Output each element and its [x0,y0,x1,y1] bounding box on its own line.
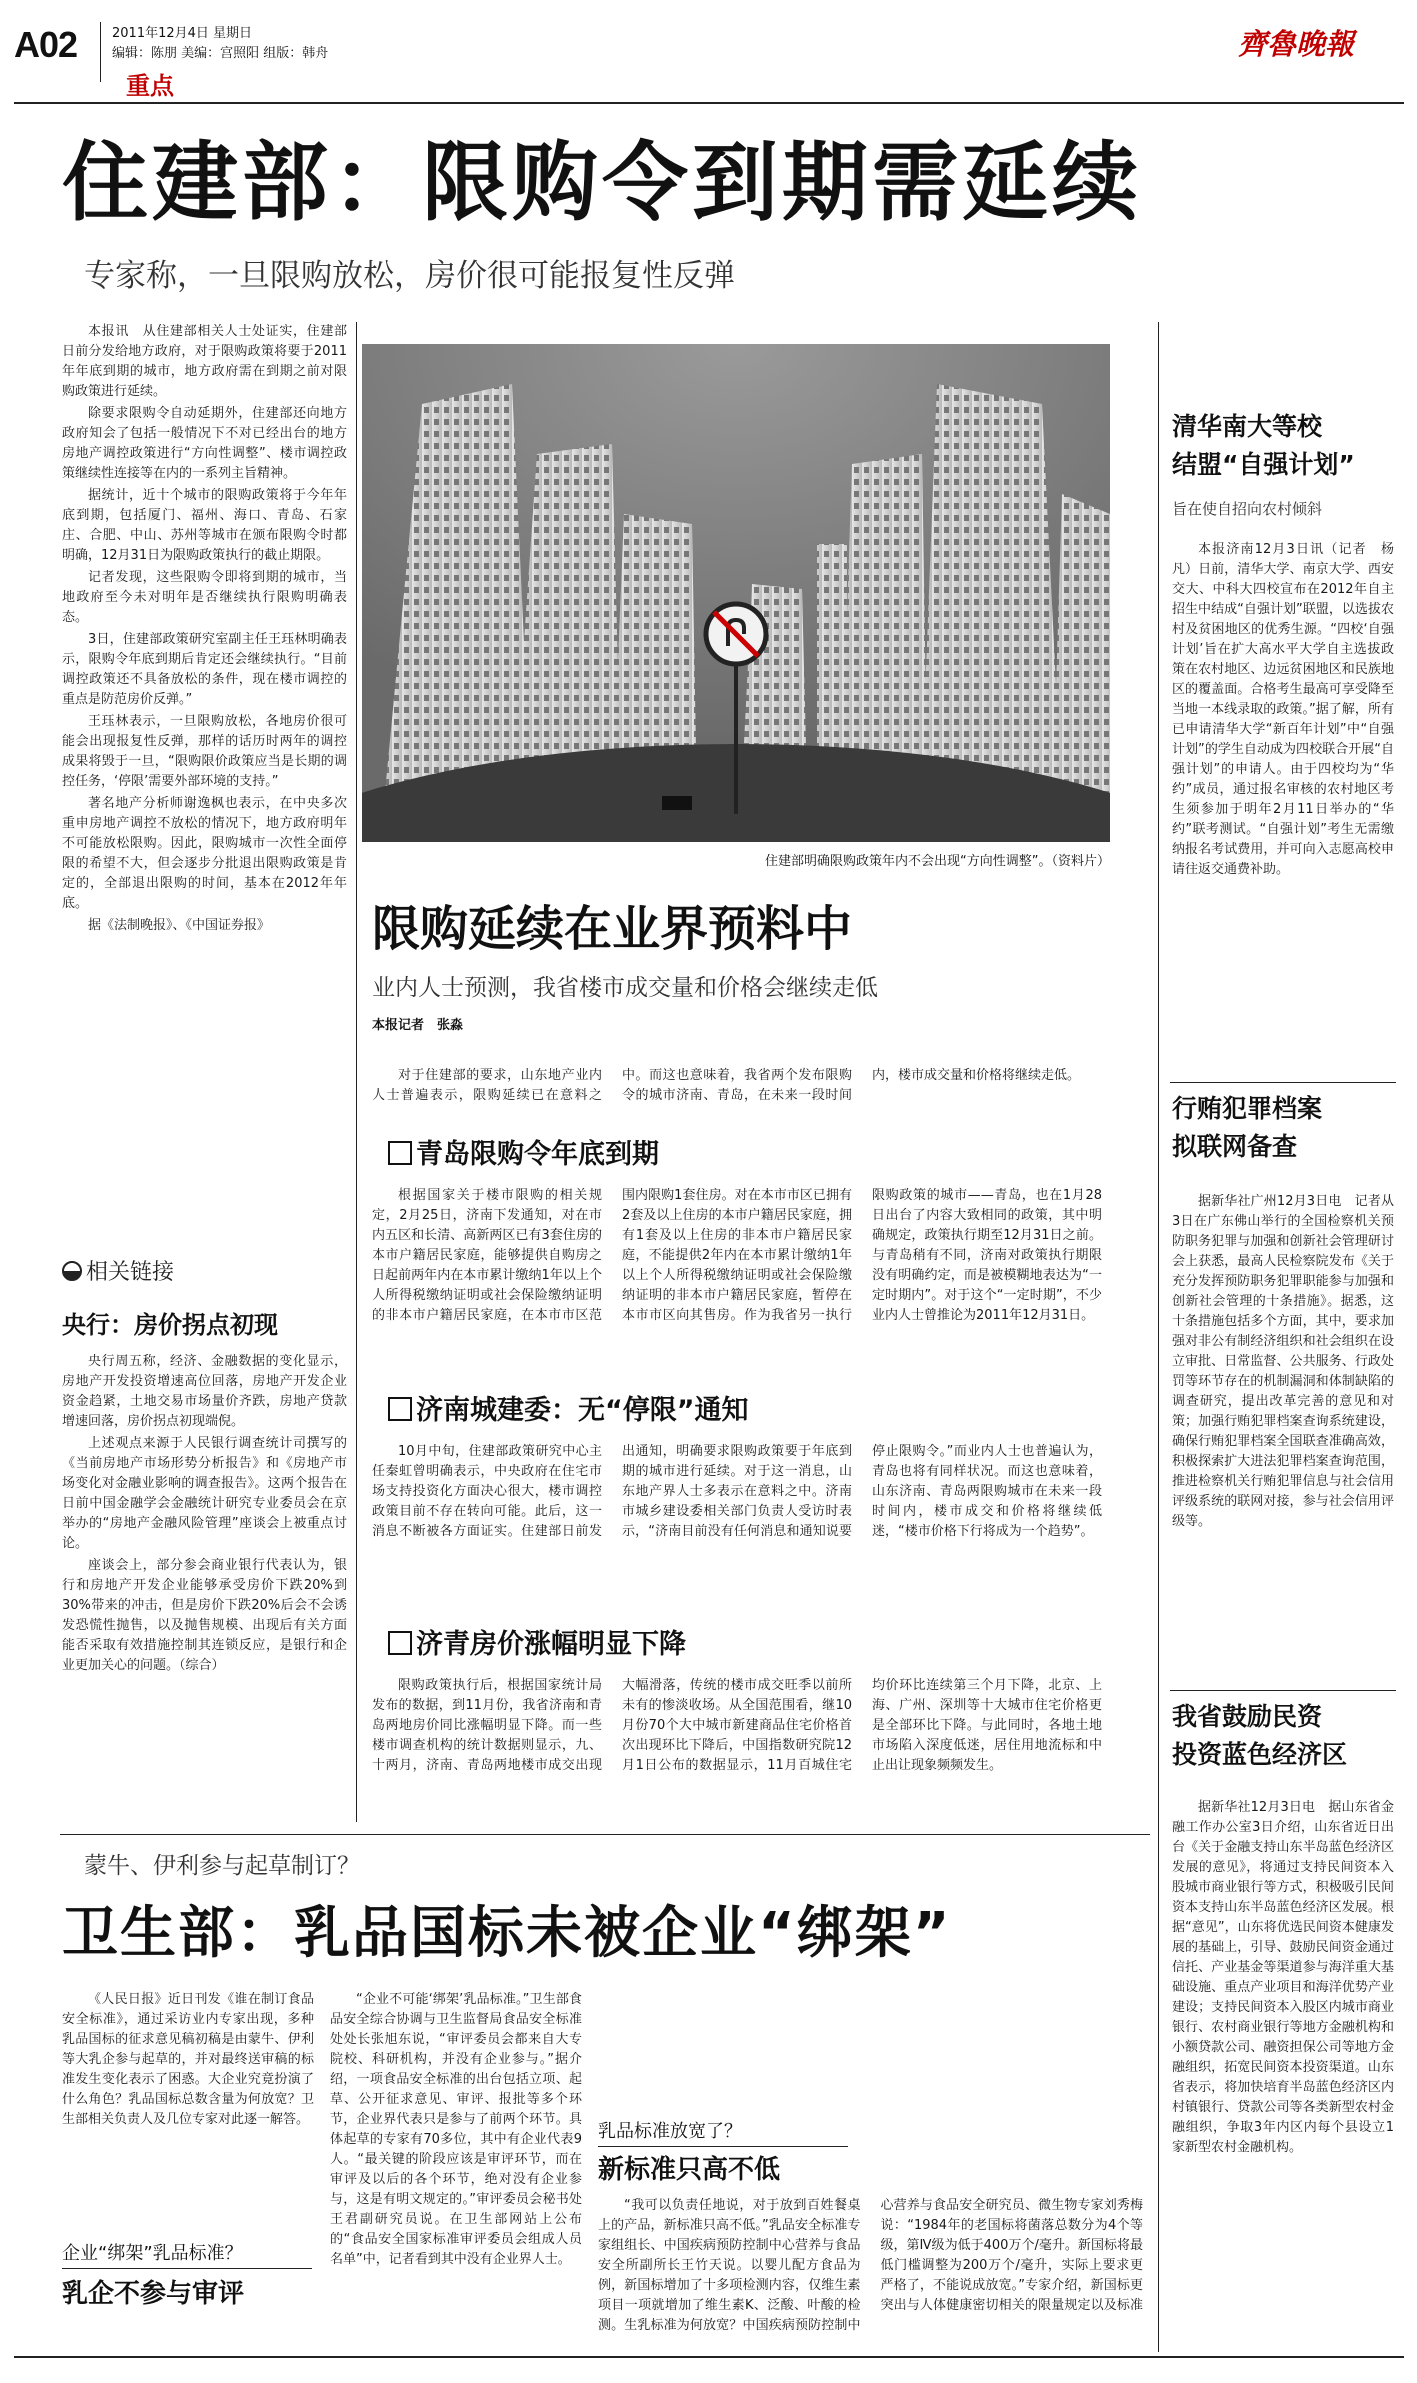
article2-intro [372,1066,1102,1128]
section-heading-text: 济青房价涨幅明显下降 [416,1629,686,1660]
sidebar-story1-body [1172,540,1394,1072]
article2-headline: 限购延续在业界预料中 [372,901,853,957]
sidebar-story1-title [1172,408,1392,484]
section-paragraph: 10月中旬，住建部政策研究中心主任秦虹曾明确表示，中央政府在住宅市场支持投资化方面决心很大，楼市调控政策目前不存在转向可能。此后，这一消息不断被各方面证实。住建部日前发出通知，明确要求限购政策要于年底到期的城市进行延续。对于这一消息，山东地产界人士多表示在意料之中。济南市城乡建设委相关部门负责人受访时表示，“济南目前没有任何消息和通知说要停止限购令。”而业内人士也普遍认为，青岛也将有同样状况。而这也意味着，山东济南、青岛两限购城市在未来一段时间内，楼市成交和价格将继续低迷，“楼市价格下行将成为一个趋势”。 [372,1444,1102,1539]
sidebar-title-line: 行贿犯罪档案 [1172,1094,1323,1123]
link-bullet-icon [62,1261,82,1281]
section-heading-prices [388,1628,686,1662]
related-link-label [62,1258,174,1288]
section-heading-qingdao [388,1138,659,1172]
housing-photo [362,344,1110,842]
lead-headline: 住建部：限购令到期需延续 [62,133,1142,233]
lead-article-body [62,322,347,1220]
article3-paragraph: 《人民日报》近日刊发《谁在制订食品安全标准》，通过采访业内专家出现，多种乳品国标的征求意见稿初稿是由蒙牛、伊利等大乳企参与起草的，并对最终送审稿的标准发生变化表示了困惑。大企业究竟扮演了什么角色？乳品国标总数含量为何放宽？卫生部相关负责人及几位专家对此逐一解答。 [62,1992,314,2127]
section-heading-text: 青岛限购令年底到期 [416,1139,659,1170]
article3-paragraph: “企业不可能‘绑架’乳品标准。”卫生部食品安全综合协调与卫生监督局食品安全标准处处长张旭东说，“审评委员会都来自大专院校、科研机构，并没有企业参与。”据介绍，一项食品安全标准的出台包括立项、起草、公开征求意见、审评、报批等多个环节，企业界代表只是参与了前两个环节。具体起草的专家有70多位，其中有企业代表9人。“最关键的阶段应该是审评环节，而在审评及以后的各个环节，绝对没有企业参与，这是有明文规定的。”审评委员会秘书处王君副研究员说。在卫生部网站上公布的“食品安全国家标准审评委员会组成人员名单”中，记者看到其中没有企业界人士。 [330,1992,582,2267]
sidebar-title-line: 投资蓝色经济区 [1172,1740,1348,1769]
checkbox-square-icon [388,1631,412,1655]
section-body-prices [372,1676,1102,1816]
article3-headline: 卫生部：乳品国标未被企业“绑架” [62,1901,952,1966]
related-link-text: 相关链接 [86,1260,175,1285]
article3-col1 [62,1990,314,2230]
article2-subheadline: 业内人士预测，我省楼市成交量和价格会继续走低 [372,975,878,1001]
section-paragraph: 根据国家关于楼市限购的相关规定，2月25日，济南下发通知，对在市内五区和长清、高新两区已有3套住房的本市户籍居民家庭，能够提供自购房之日起前两年内在本市累计缴纳1年以上个人所得税缴纳证明或社会保险缴纳证明的非本市户籍居民家庭，在本市市区范围内限购1套住房。对在本市市区已拥有2套及以上住房的本市户籍居民家庭，拥有1套及以上住房的非本市户籍居民家庭，不能提供2年内在本市累计缴纳1年以上个人所得税缴纳证明或社会保险缴纳证明的非本市户籍居民家庭，暂停在本市市区向其售房。作为我省另一执行限购政策的城市——青岛，也在1月28日出台了内容大致相同的政策，其中明确规定，政策执行期至12月31日之前。与青岛稍有不同，济南对政策执行期限没有明确约定，而是被模糊地表达为“一定时期内”。对于这个“一定时期”，不少业内人士曾推论为2011年12月31日。 [372,1188,1102,1323]
sidebar-story2-title [1172,1090,1392,1166]
lead-paragraph: 据统计，近十个城市的限购政策将于今年年底到期，包括厦门、福州、海口、青岛、石家庄、合肥、中山、苏州等城市在颁布限购令时都明确，12月31日为限购政策执行的截止期限。 [62,488,347,563]
link-paragraph: 央行周五称，经济、金融数据的变化显示，房地产开发投资增速高位回落，房地产开发企业资金趋紧，土地交易市场量价齐跌，房地产贷款增速回落，房价拐点初现端倪。 [62,1354,347,1429]
link-paragraph: 上述观点来源于人民银行调查统计司撰写的《当前房地产市场形势分析报告》和《房地产市场变化对金融业影响的调查报告》。这两个报告在日前中国金融学会金融统计研究专业委员会在京举办的“房地产金融风险管理”座谈会上被重点讨论。 [62,1436,347,1551]
sidebar-title-line: 我省鼓励民资 [1172,1702,1323,1731]
lead-paragraph: 记者发现，这些限购令即将到期的城市，当地政府至今未对明年是否继续执行限购明确表态。 [62,570,347,625]
section-label: 重点 [126,72,174,100]
article3-col1b [330,1990,582,2338]
lead-paragraph: 王珏林表示，一旦限购放松，各地房价很可能会出现报复性反弹，那样的话历时两年的调控成果将毁于一旦，“限购限价政策应当是长期的调控任务，‘停限’需要外部环境的支持。” [62,714,347,789]
photo-caption: 住建部明确限购政策年内不会出现“方向性调整”。（资料片） [765,854,1110,869]
lead-paragraph: 除要求限购令自动延期外，住建部还向地方政府知会了包括一般情况下不对已经出台的地方房地产调控政策进行“方向性调整”、楼市调控政策继续性连接等在内的一系列主旨精神。 [62,406,347,481]
article2-byline: 本报记者 张淼 [372,1018,464,1033]
section-heading-text: 济南城建委：无“停限”通知 [416,1395,749,1426]
related-link-title: 央行：房价拐点初现 [62,1311,278,1339]
checkbox-square-icon [388,1141,412,1165]
sidebar-story1-sub: 旨在使自招向农村倾斜 [1172,500,1323,518]
sidebar-paragraph: 据新华社12月3日电 据山东省金融工作办公室3日介绍，山东省近日出台《关于金融支持山东半岛蓝色经济区发展的意见》，将通过支持民间资本入股城市商业银行等方式，积极吸引民间资本支持山东半岛蓝色经济区发展。根据“意见”，山东将优选民间资本健康发展的基础上，引导、鼓励民间资金通过信托、产业基金等渠道参与海洋重大基础设施、重点产业项目和海洋优势产业建设；支持民间资本入股区内城市商业银行、农村商业银行等地方金融机构和小额贷款公司、融资担保公司等地方金融组织，拓宽民间资本投资渠道。山东省表示，将加快培育半岛蓝色经济区内村镇银行、贷款公司等各类新型农村金融组织，争取3年内区内每个县设立1家新型农村金融机构。 [1172,1800,1394,2155]
related-link-body [62,1352,347,1820]
article3-question1: 企业“绑架”乳品标准？ [62,2240,312,2269]
article3-paragraph: “我可以负责任地说，对于放到百姓餐桌上的产品，新标准只高不低。”乳品安全标准专家组组长、中国疾病预防控制中心营养与食品安全所副所长王竹天说。以婴儿配方食品为例，新国标增加了十多项检测内容，仅维生素项目一项就增加了维生素K、泛酸、叶酸的检测。生乳标准为何放宽？中国疾病预防控制中心营养与食品安全研究员、微生物专家刘秀梅说：“1984年的老国标将菌落总数分为4个等级，第Ⅳ级为低于400万个/毫升。新国标将最低门槛调整为200万个/毫升，实际上要求更严格了，不能说成放宽。”专家介绍，新国标更突出与人体健康密切相关的限量规定以及标准 [598,2198,1143,2333]
article3-kicker: 蒙牛、伊利参与起草制订？ [84,1853,360,1879]
section-heading-jinan [388,1394,749,1428]
section-body-jinan [372,1442,1102,1622]
article3-question2: 乳品标准放宽了？ [598,2118,848,2147]
masthead-logo: 齊魯晚報 [1238,27,1355,61]
lead-paragraph: 3日，住建部政策研究室副主任王珏林明确表示，限购令年底到期后肯定还会继续执行。“目前调控政策还不具备放松的条件，现在楼市调控的重点是防范房价反弹。” [62,632,347,707]
section-body-qingdao [372,1186,1102,1386]
issue-date: 2011年12月4日 星期日 [112,26,253,41]
editor-credits: 编辑：陈朋 美编：宫照阳 组版：韩舟 [112,46,329,61]
article2-intro-paragraph: 对于住建部的要求，山东地产业内人士普遍表示，限购延续已在意料之中。而这也意味着，我省两个发布限购令的城市济南、青岛，在未来一段时间内，楼市成交量和价格将继续走低。 [372,1068,1081,1103]
sidebar-story3-title [1172,1698,1392,1774]
lead-paragraph: 本报讯 从住建部相关人士处证实，住建部日前分发给地方政府，对于限购政策将要于2011年年底到期的城市，地方政府需在到期之前对限购政策进行延续。 [62,324,347,399]
page-number: A02 [14,24,78,65]
sidebar-title-line: 结盟“自强计划” [1172,450,1355,479]
article3-col2 [598,1990,850,2110]
lead-paragraph: 著名地产分析师谢逸枫也表示，在中央多次重申房地产调控不放松的情况下，地方政府明年不可能放松限购。因此，限购城市一次性全面停限的希望不大，但会逐步分批退出限购政策是肯定的，全部退出限购的时间，基本在2012年年底。 [62,796,347,911]
sidebar-story3-body [1172,1798,1394,2346]
photo-image [362,344,1110,842]
article3-col1c [62,2318,314,2340]
article3-col3 [598,2196,1143,2338]
section-paragraph: 限购政策执行后，根据国家统计局发布的数据，到11月份，我省济南和青岛两地房价同比涨幅明显下降。而一些楼市调查机构的统计数据则显示，九、十两月，济南、青岛两地楼市成交出现大幅滑落，传统的楼市成交旺季以前所未有的惨淡收场。从全国范围看，继10月份70个大中城市新建商品住宅价格首次出现环比下降后，中国指数研究院12月1日公布的数据显示，11月百城住宅均价环比连续第三个月下降，北京、上海、广州、深圳等十大城市住宅价格更是全部环比下降。与此同时，各地土地市场陷入深度低迷，居住用地流标和中止出让现象频频发生。 [372,1678,1102,1773]
lead-source: 据《法制晚报》、《中国证券报》 [88,918,271,933]
sidebar-paragraph: 本报济南12月3日讯（记者 杨凡）日前，清华大学、南京大学、西安交大、中科大四校宣布在2012年自主招生中结成“自强计划”联盟，以选拔农村及贫困地区的优秀生源。“四校‘自强计划’旨在扩大高水平大学自主选拔政策在农村地区、边远贫困地区和民族地区的覆盖面。合格考生最高可享受降至当地一本线录取的政策。”据了解，所有已申请清华大学“新百年计划”中“自强计划”的学生自动成为四校联合开展“自强计划”的申请人。由于四校均为“华约”成员，通过报名审核的农村地区考生须参加于明年2月11日举办的“华约”联考测试。“自强计划”考生无需缴纳报名考试费用，并可向入志愿高校申请往返交通费补助。 [1172,542,1394,877]
sidebar-title-line: 清华南大等校 [1172,412,1323,441]
article3-heading2: 新标准只高不低 [598,2155,781,2185]
sidebar-paragraph: 据新华社广州12月3日电 记者从3日在广东佛山举行的全国检察机关预防职务犯罪与加强和创新社会管理研讨会上获悉，最高人民检察院发布《关于充分发挥预防职务犯罪职能参与加强和创新社会管理的十条措施》。据悉，这十条措施包括多个方面，其中，要求加强对非公有制经济组织和社会组织在设立审批、日常监督、公共服务、行政处罚等环节存在的机制漏洞和体制缺陷的调查研究，提出改革完善的意见和对策；加强行贿犯罪档案查询系统建设，确保行贿犯罪档案全国联查准确高效，积极探索扩大进法犯罪档案查询范围，推进检察机关行贿犯罪信息与社会信用评级系统的联网对接，参与社会信用评级等。 [1172,1194,1394,1529]
sidebar-title-line: 拟联网备查 [1172,1132,1298,1161]
article3-heading1: 乳企不参与审评 [62,2279,245,2309]
lead-subheadline: 专家称，一旦限购放松，房价很可能报复性反弹 [84,258,735,294]
link-paragraph: 座谈会上，部分参会商业银行代表认为，银行和房地产开发企业能够承受房价下跌20%到30%带来的冲击，但是房价下跌20%后会不会诱发恐慌性抛售，以及抛售规模、出现后有关方面能否采取有效措施控制其连锁反应，是银行和企业更加关心的问题。（综合） [62,1558,347,1673]
checkbox-square-icon [388,1397,412,1421]
